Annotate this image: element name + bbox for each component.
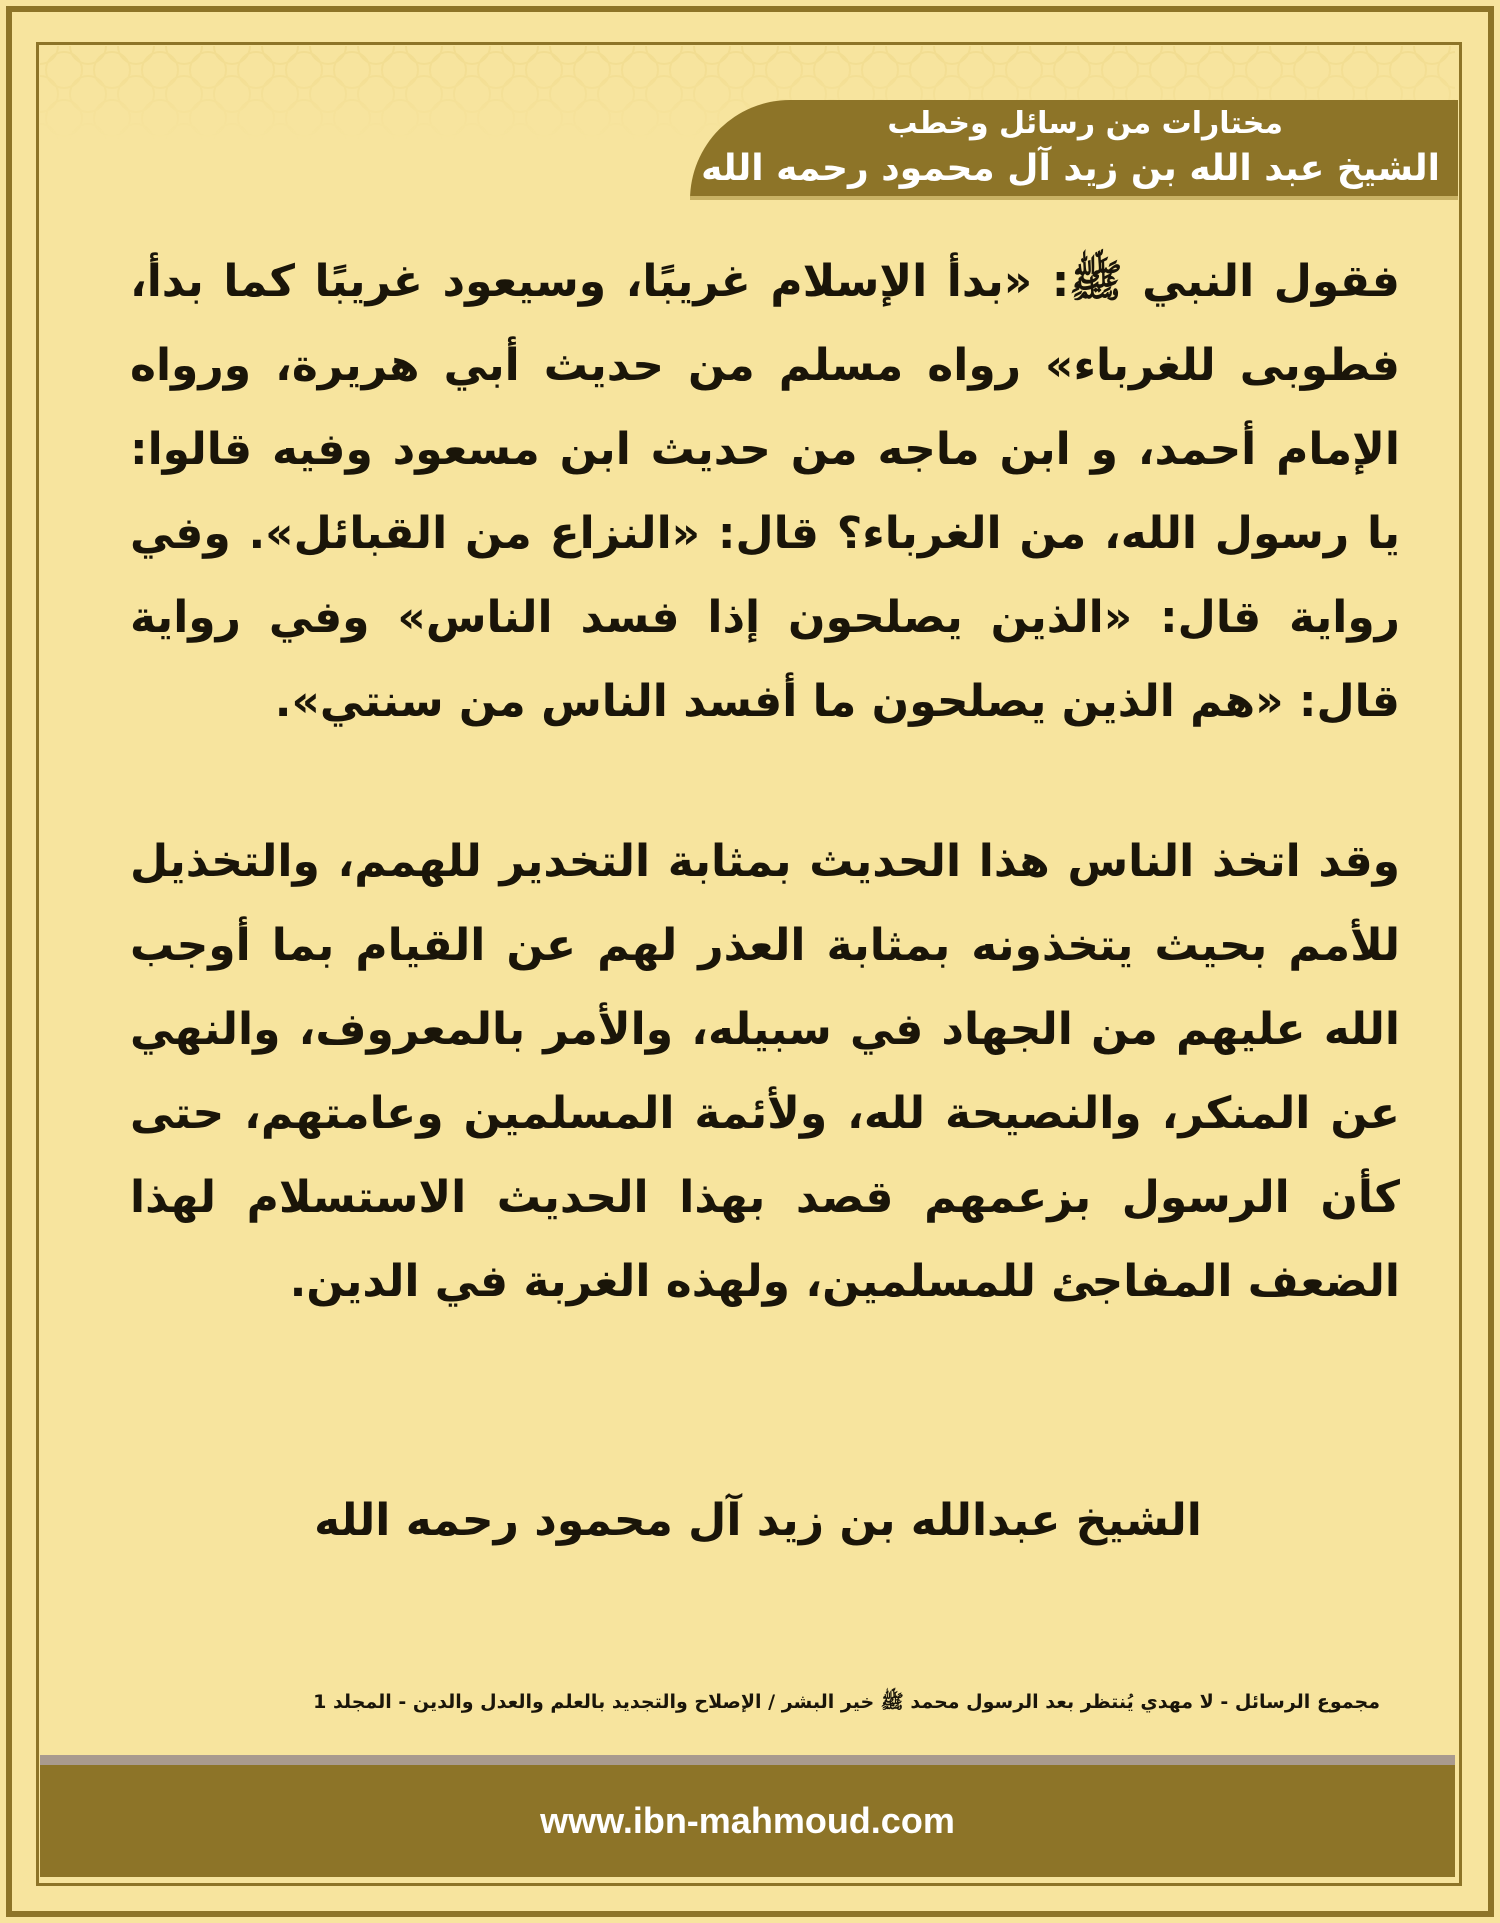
header-subtitle: مختارات من رسائل وخطب (887, 106, 1283, 141)
header-banner (690, 100, 1458, 200)
paragraph-hadith: فقول النبي ﷺ: «بدأ الإسلام غريبًا، وسيعود غريبًا كما بدأ، فطوبى للغرباء» رواه مسلم من حديث أبي هريرة، ورواه الإمام أحمد، و ابن ماجه من حديث ابن مسعود وفيه قالوا: يا رسول الله، من الغرباء؟ قال: «النزاع من القبائل». وفي رواية قال: «الذين يصلحون إذا فسد الناس» وفي رواية قال: «هم الذين يصلحون ما أفسد الناس من سنتي». (130, 256, 1400, 727)
website-link[interactable]: www.ibn-mahmoud.com (540, 1800, 955, 1841)
author-signature: الشيخ عبدالله بن زيد آل محمود رحمه الله (314, 1495, 1202, 1546)
main-content (130, 240, 1400, 1324)
header-title: الشيخ عبد الله بن زيد آل محمود رحمه الله (701, 148, 1440, 189)
footer-stripe (40, 1755, 1455, 1765)
source-footnote: مجموع الرسائل - لا مهدي يُنتظر بعد الرسول محمد ﷺ خير البشر / الإصلاح والتجديد بالعلم والعدل والدين - المجلد 1 (313, 1691, 1380, 1713)
paragraph-commentary: وقد اتخذ الناس هذا الحديث بمثابة التخدير للهمم، والتخذيل للأمم بحيث يتخذونه بمثابة العذر لهم عن القيام بما أوجب الله عليهم من الجهاد في سبيله، والأمر بالمعروف، والنهي عن المنكر، والنصيحة لله، ولأئمة المسلمين وعامتهم، حتى كأن الرسول بزعمهم قصد بهذا الحديث الاستسلام لهذا الضعف المفاجئ للمسلمين، ولهذه الغربة في الدين. (130, 836, 1400, 1307)
footer-bar (40, 1765, 1455, 1877)
